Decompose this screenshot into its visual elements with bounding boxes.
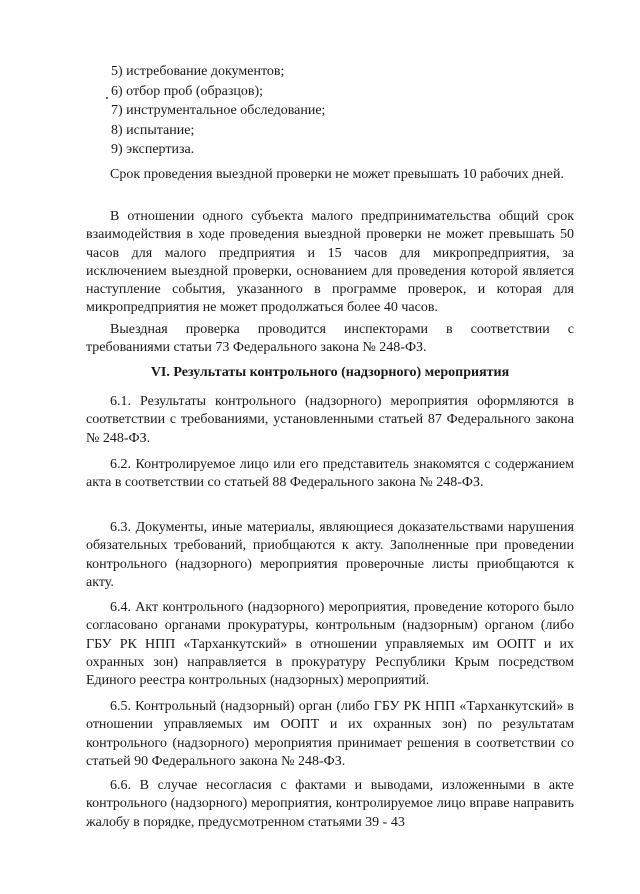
- paragraph-6-3: 6.3. Документы, иные материалы, являющиеся доказательствами нарушения обязательных требований, приобщаются к акту. Заполненные при проведении контрольного (надзорного) мероприятия проверочные листы приобщаются к акту.: [86, 520, 574, 590]
- list-item: 8) испытание;: [111, 122, 195, 138]
- paragraph-small-business: В отношении одного субъекта малого предпринимательства общий срок взаимодействия в ходе проведения выездной проверки не может превышать 50 часов для малого предприятия и 15 часов для микропредприятия, за исключением выездной проверки, основанием для проведения которой является наступление события, указанного в программе проверок, и которая для микропредприятия не может продолжаться более 40 часов.: [86, 209, 574, 316]
- list-item: 5) истребование документов;: [111, 64, 285, 79]
- paragraph-6-6: 6.6. В случае несогласия с фактами и выводами, изложенными в акте контрольного (надзорного) мероприятия, контролируемое лицо вправе направить жалобу в порядке, предусмотренном статьями 39 - 43: [86, 778, 574, 830]
- paragraph-inspectors: Выездная проверка проводится инспекторами в соответствии с требованиями статьи 73 Федерального закона № 248-ФЗ.: [86, 322, 574, 356]
- section-heading: VI. Результаты контрольного (надзорного) мероприятия: [150, 365, 510, 380]
- paragraph-6-5: 6.5. Контрольный (надзорный) орган (либо ГБУ РК НПП «Тарханкутский» в отношении управляемых им ООПТ и их охранных зон) по результатам контрольного (надзорного) мероприятия принимает решения в соответствии со статьей 90 Федерального закона № 248-ФЗ.: [86, 699, 574, 769]
- scan-speck: [106, 97, 108, 99]
- paragraph-term: Срок проведения выездной проверки не может превышать 10 рабочих дней.: [110, 167, 564, 182]
- list-item: 7) инструментальное обследование;: [111, 103, 326, 119]
- inspection-actions-list: [111, 62, 325, 160]
- list-item: 9) экспертиза.: [111, 142, 195, 158]
- list-item: 6) отбор проб (образцов);: [111, 83, 264, 99]
- paragraph-6-2: 6.2. Контролируемое лицо или его представитель знакомятся с содержанием акта в соответствии со статьей 88 Федерального закона № 248-ФЗ.: [86, 457, 574, 491]
- paragraph-6-4: 6.4. Акт контрольного (надзорного) мероприятия, проведение которого было согласовано органами прокуратуры, контрольным (надзорным) органом (либо ГБУ РК НПП «Тарханкутский» в отношении управляемых им ООПТ и их охранных зон) направляется в прокуратуру Республики Крым посредством Единого реестра контрольных (надзорных) мероприятий.: [86, 600, 574, 689]
- paragraph-6-1: 6.1. Результаты контрольного (надзорного) мероприятия оформляются в соответствии с требованиями, установленными статьей 87 Федерального закона № 248-ФЗ.: [86, 394, 574, 446]
